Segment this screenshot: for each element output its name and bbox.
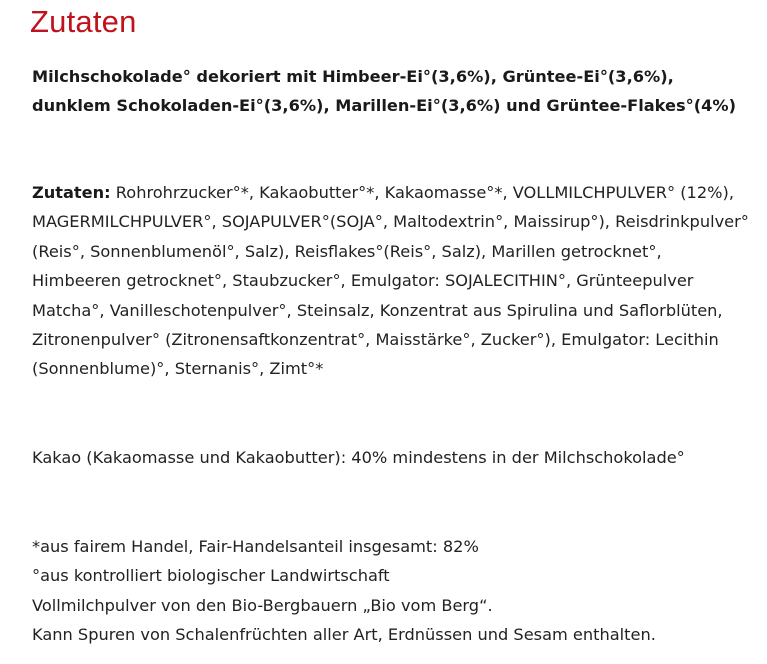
ingredients-list	[32, 178, 752, 384]
ingredients-label: Zutaten:	[32, 183, 111, 202]
footnotes	[32, 532, 752, 650]
product-summary: Milchschokolade° dekoriert mit Himbeer-Ei°(3,6%), Grüntee-Ei°(3,6%), dunklem Schokoladen-Ei°(3,6%), Marillen-Ei°(3,6%) und Grüntee-Flakes°(4%)	[32, 67, 736, 116]
milk-source-note: Vollmilchpulver von den Bio-Bergbauern „Bio vom Berg“.	[32, 595, 493, 615]
allergen-note: Kann Spuren von Schalenfrüchten aller Art, Erdnüssen und Sesam enthalten.	[32, 625, 656, 645]
organic-note: °aus kontrolliert biologischer Landwirtschaft	[32, 566, 390, 586]
cocoa-content: Kakao (Kakaomasse und Kakaobutter): 40% mindestens in der Milchschokolade°	[32, 448, 685, 467]
section-title: Zutaten	[30, 4, 137, 39]
fair-trade-note: *aus fairem Handel, Fair-Handelsanteil insgesamt: 82%	[32, 537, 479, 556]
ingredients-text: Rohrohrzucker°*, Kakaobutter°*, Kakaomasse°*, VOLLMILCHPULVER° (12%), MAGERMILCHPULVER°, SOJAPULVER°(SOJA°, Maltodextrin°, Maissirup°), Reisdrinkpulver°(Reis°, Sonnenblumenöl°, Salz), Reisflakes°(Reis°, Salz), Marillen getrocknet°, Himbeeren getrocknet°, Staubzucker°, Emulgator: SOJALECITHIN°, Grünteepulver Matcha°, Vanilleschotenpulver°, Steinsalz, Konzentrat aus Spirulina und Saflorblüten, Zitronenpulver° (Zitronensaftkonzentrat°, Maisstärke°, Zucker°), Emulgator: Lecithin (Sonnenblume)°, Sternanis°, Zimt°*	[32, 183, 749, 379]
